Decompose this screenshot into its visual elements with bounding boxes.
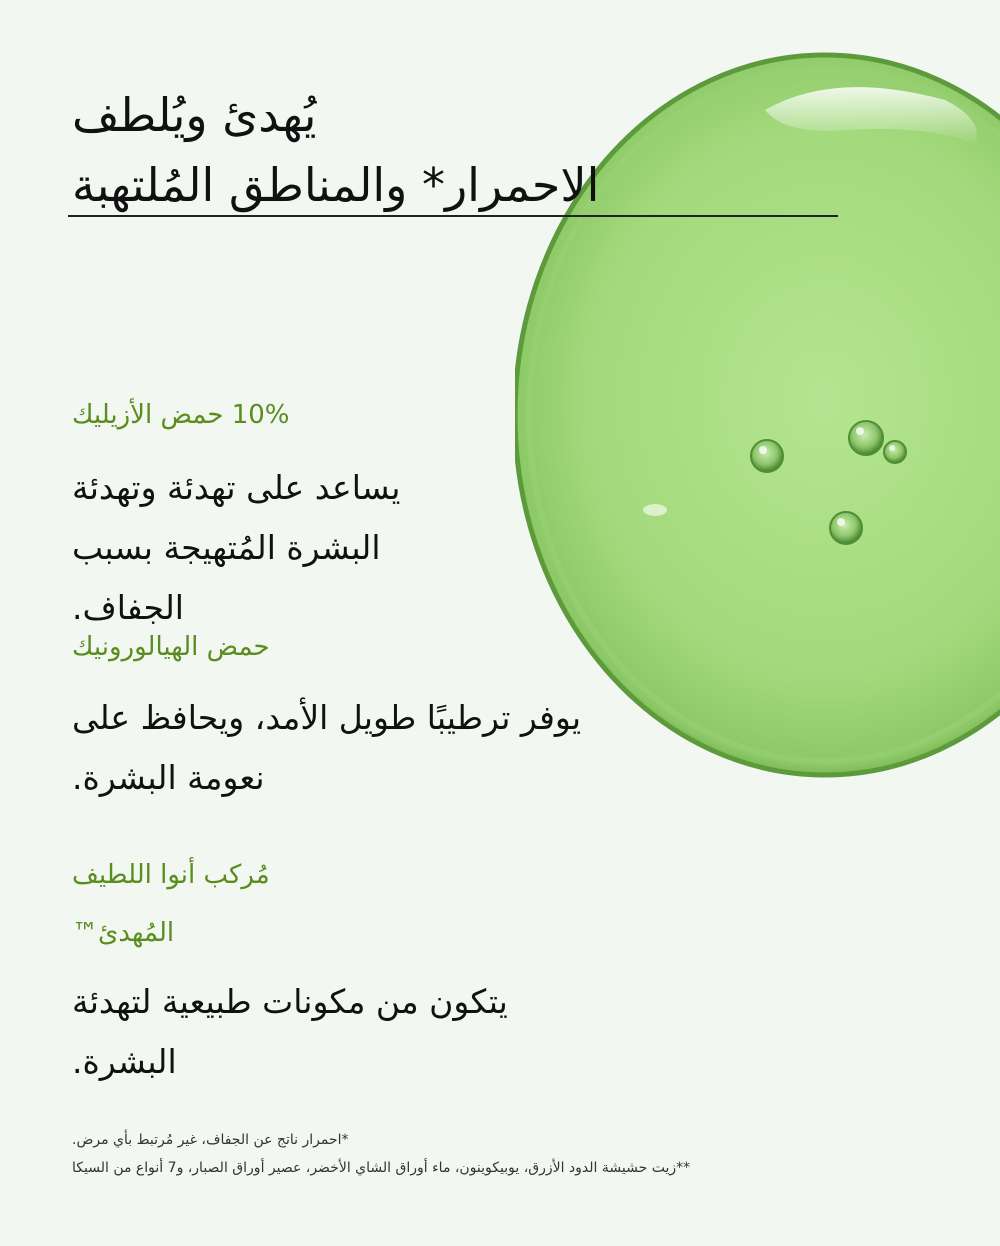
section-3-label-line-2: المُهدئ™ — [72, 918, 175, 948]
section-3-body — [72, 972, 532, 1092]
headline — [72, 80, 632, 220]
section-1-body — [72, 458, 492, 638]
droplet-highlight-small — [643, 504, 667, 516]
section-3-body-line-1: يتكون من مكونات طبيعية لتهدئة — [72, 982, 508, 1021]
footnote-2: **زيت حشيشة الدود الأزرق، يوبيكوينون، ماء أوراق الشاي الأخضر، عصير أوراق الصبار، و7 أنواع من السيكا — [72, 1160, 691, 1176]
section-2-body-line-1: يوفر ترطيبًا طويل الأمد، ويحافظ على — [72, 698, 582, 737]
headline-underline — [68, 215, 838, 217]
section-2-body — [72, 688, 632, 808]
footnote-1: *احمرار ناتج عن الجفاف، غير مُرتبط بأي مرض. — [72, 1132, 349, 1148]
section-2-label: حمض الهيالورونيك — [72, 632, 270, 662]
section-1-body-line-1: يساعد على تهدئة وتهدئة — [72, 468, 401, 507]
section-3-body-line-2: البشرة. — [72, 1042, 177, 1081]
section-1-body-line-2: البشرة المُتهيجة بسبب الجفاف. — [72, 528, 381, 627]
section-1-label: 10% حمض الأزيليك — [72, 400, 290, 430]
headline-line-1: يُهدئ ويُلطف — [72, 88, 317, 142]
headline-line-2: الاحمرار* والمناطق المُلتهبة — [72, 158, 600, 212]
section-3-label: مُركب أنوا اللطيف — [72, 860, 270, 890]
section-2-body-line-2: نعومة البشرة. — [72, 758, 265, 797]
